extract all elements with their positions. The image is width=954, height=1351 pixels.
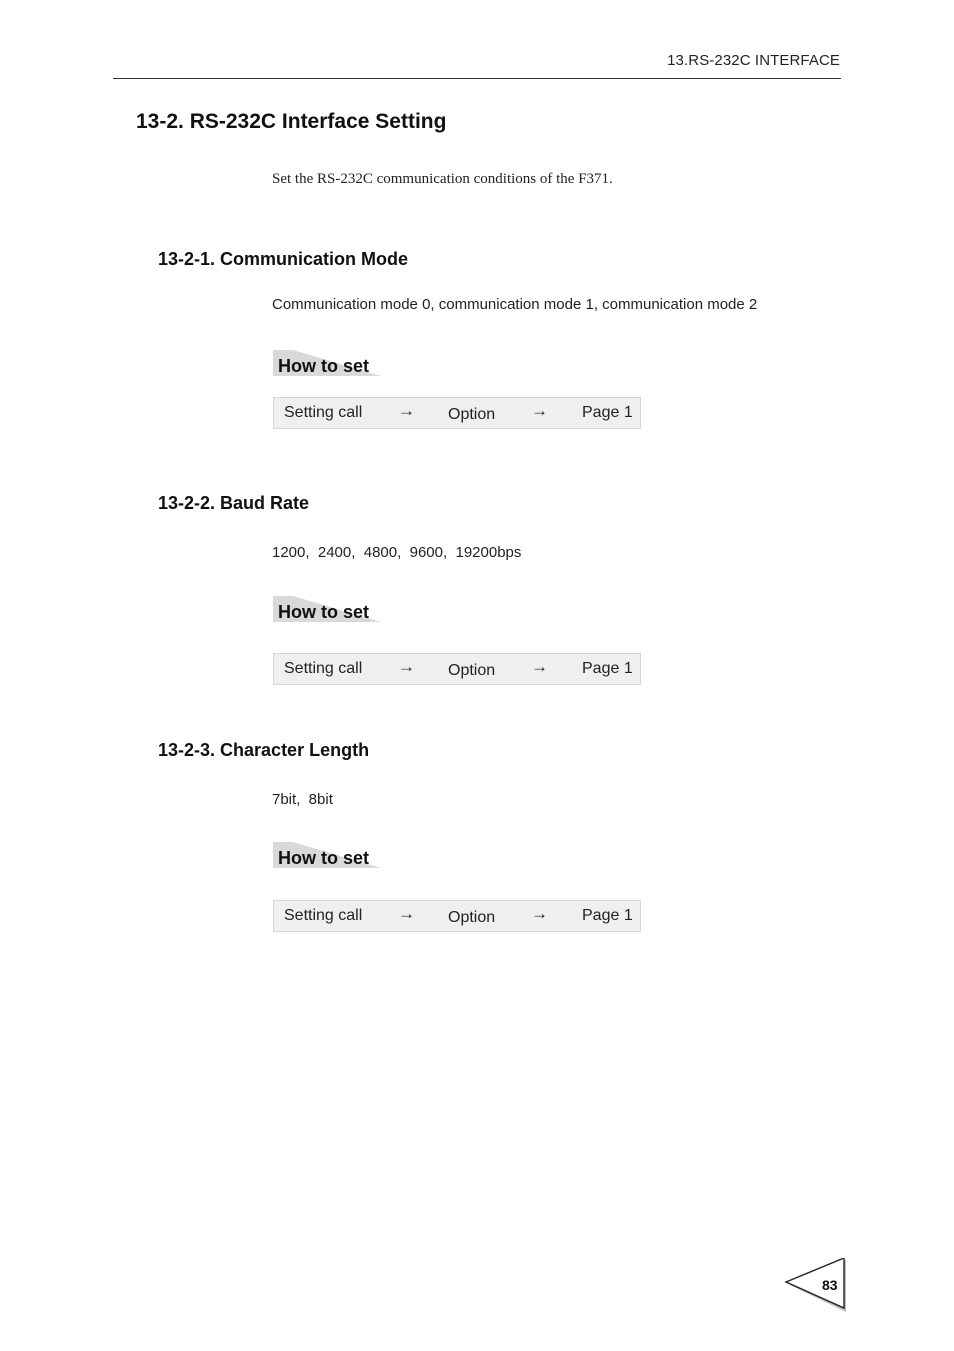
menu-path-bar <box>273 653 641 685</box>
menu-path-step-page: Page 1 <box>582 404 633 421</box>
section-intro: Set the RS-232C communication conditions of the F371. <box>272 171 613 187</box>
page-number-triangle-icon <box>784 1258 850 1316</box>
right-arrow-icon: → <box>398 401 415 420</box>
right-arrow-icon: → <box>398 657 415 676</box>
menu-path-step-page: Page 1 <box>582 907 633 924</box>
how-to-set-heading <box>273 350 381 376</box>
menu-path-step-option: Option <box>448 406 496 423</box>
subsection-body: 7bit, 8bit <box>272 791 333 808</box>
subsection-body: 1200, 2400, 4800, 9600, 19200bps <box>272 544 522 561</box>
header-rule <box>113 78 841 79</box>
subsection-title: 13-2-3. Character Length <box>158 740 370 760</box>
menu-path-step-page: Page 1 <box>582 660 633 677</box>
menu-path-bar <box>273 397 641 429</box>
how-to-set-label: How to set <box>278 848 370 868</box>
menu-path-step-setting-call: Setting call <box>284 907 363 924</box>
how-to-set-heading <box>273 596 381 622</box>
right-arrow-icon: → <box>531 904 548 923</box>
running-header: 13.RS-232C INTERFACE <box>667 52 840 69</box>
menu-path-step-option: Option <box>448 909 496 926</box>
menu-path-step-setting-call: Setting call <box>284 404 363 421</box>
subsection-title: 13-2-1. Communication Mode <box>158 249 409 269</box>
page-number-badge <box>784 1258 850 1316</box>
how-to-set-heading <box>273 842 381 868</box>
subsection-title: 13-2-2. Baud Rate <box>158 493 310 513</box>
right-arrow-icon: → <box>398 904 415 923</box>
menu-path-bar <box>273 900 641 932</box>
subsection-body: Communication mode 0, communication mode 1, communication mode 2 <box>272 296 758 313</box>
right-arrow-icon: → <box>531 401 548 420</box>
menu-path-step-option: Option <box>448 662 496 679</box>
section-title: 13-2. RS-232C Interface Setting <box>136 110 447 133</box>
right-arrow-icon: → <box>531 657 548 676</box>
how-to-set-label: How to set <box>278 356 370 376</box>
how-to-set-label: How to set <box>278 602 370 622</box>
page-number: 83 <box>822 1277 838 1293</box>
menu-path-step-setting-call: Setting call <box>284 660 363 677</box>
